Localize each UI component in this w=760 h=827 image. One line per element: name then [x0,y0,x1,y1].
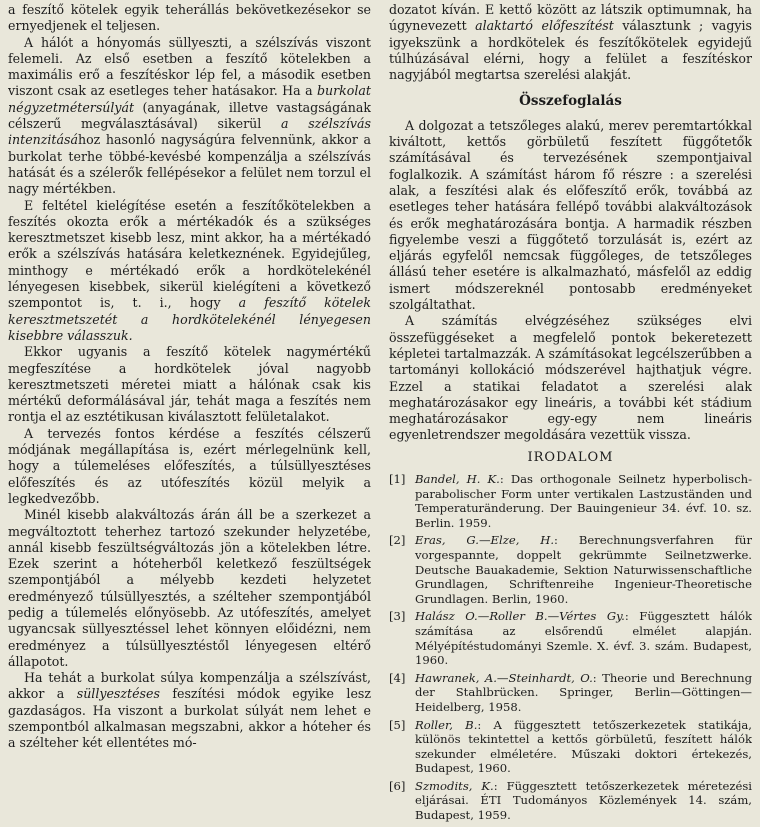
emphasis-text: alaktartó előfeszítést [475,18,614,34]
paragraph [8,344,371,425]
paragraph [8,507,371,670]
body-text: : Theorie und Berechnung der Stahlbrücken. Springer, Berlin—Göttingen—Heidelberg, 1958. [415,670,752,714]
body-text: : Berechnungsverfahren für vorgespannte, doppelt gekrümmte Seilnetzwerke. Deutsche Bauakademie, Sektion Naturwissenschaftliche Grundlagen, Schriftenreihe Ingenieur-Theoretische Grundlagen. Berlin, 1960. [415,533,752,606]
summary-body [389,118,752,444]
reference-item [389,671,752,715]
paragraph [389,118,752,314]
references-heading: IRODALOM [527,449,614,465]
emphasis-text: a szélszívás intenzitásá [8,116,371,148]
paragraph [8,426,371,507]
reference-number: [6] [389,778,406,793]
right-body [389,2,752,83]
reference-item [389,779,752,823]
left-body [8,2,371,752]
reference-number: [5] [389,717,406,732]
body-text: A dolgozat a tetszőleges alakú, merev peremtartókkal kiváltott, kettős görbületű feszített függőtetők számításával és tervezésének szempontjaival foglalkozik. A számítást három fő részre : a szerelési alak, a feszítési alak és előfeszítő erők, továbbá az esetleges teher hatására fellépő további alakváltozások és erők meghatározására bontja. A harmadik részben figyelembe veszi a függőtető torzulását is, ezért az eljárás egyfelől nemcsak függőleges, de tetszőleges állású teher esetére is alkalmazható, másfelől az eddig ismert módszereknél pontosabb eredményeket szolgáltathat. [389,117,752,313]
reference-text [415,779,752,823]
right-column [389,2,752,827]
paragraph [389,2,752,83]
references-list [389,472,752,823]
emphasis-text: Szmodits, K. [415,778,494,793]
reference-item [389,718,752,776]
body-text: A hálót a hónyomás süllyeszti, a szélszívás viszont felemeli. Az első esetben a feszítő kötelekben a maximális erő a feszítéskor lép fel, a második esetben viszont csak az esetleges teher hatásakor. Ha a [8,34,371,99]
reference-number: [3] [389,609,406,624]
emphasis-text: süllyesztéses [76,686,160,702]
body-text: A számítás elvégzéséhez szükséges elvi összefüggéseket a megfelelő pontok bekeretezett képletei tartalmazzák. A számításokat legcélszerűbben a tartományi kollokáció módszerével hajthatjuk végre. Ezzel a statikai feladatot a szerelési alak meghatározásakor egy lineáris, a további két stádium meghatározásakor egy-egy nem lineáris egyenletrendszer megoldására vezettük vissza. [389,313,752,443]
body-text: Ha tehát a burkolat súlya kompenzálja a szélszívást, akkor a [8,670,371,702]
body-text: A tervezés fontos kérdése a feszítés célszerű módjának megállapítása is, ezért mérlegelnünk kell, hogy a túlemeléses előfeszítés, a túlsüllyesztéses előfeszítés és az utófeszítés közül melyik a legkedvezőbb. [8,425,371,506]
reference-number: [1] [389,472,406,487]
paragraph [8,670,371,751]
emphasis-text: burkolat négyzetmétersúlyát [8,83,371,115]
emphasis-text: Eras, G.—Elze, H. [415,533,555,548]
paragraph [8,2,371,35]
body-text: : Das orthogonale Seilnetz hyperbolisch-parabolischer Form unter vertikalen Lastzuständen und Temperaturänderung. Der Bauingenieur 34. évf. 10. sz. Berlin. 1959. [415,472,752,530]
emphasis-text: a feszítő kötelek keresztmetszetét a hordkötelekénél lényegesen kisebbre válasszuk. [8,295,371,343]
emphasis-text: Bandel, H. K. [415,472,500,487]
paragraph [8,35,371,198]
body-text: Ekkor ugyanis a feszítő kötelek nagymértékű megfeszítése a hordkötelek jóval nagyobb keresztmetszeti méretei miatt a hálónak csak kis mértékű deformálásával jár, tehát maga a feszítés nem rontja el az esztétikusan kiválasztott felületalakot. [8,344,371,425]
reference-text [415,671,752,715]
emphasis-text: Hawranek, A.—Steinhardt, O. [415,670,593,685]
reference-item [389,609,752,667]
body-text: : Függesztett hálók számítása az elsőrendű elmélet alapján. Mélyépítéstudományi Szemle. X. évf. 3. szám. Budapest, 1960. [415,609,752,668]
body-text: a feszítő kötelek egyik teherállás bekövetkezésekor se ernyedjenek el teljesen. [8,2,371,34]
body-text: Minél kisebb alakváltozás árán áll be a szerkezet a megváltoztott teherhez tartozó szekunder helyzetébe, annál kisebb feszültségváltozás jön a kötelekben létre. Ezek szerint a hóteherből keletkező feszültségek szempontjából a mélyebb kezdeti helyzetet eredményező túlsüllyesztés, a szélteher szempontjából pedig a túlemelés előnyösebb. Az utófeszítés, amelyet ugyancsak süllyesztéssel lehet könnyen előidézni, nem eredményez a túlsüllyesztéstől lényegesen eltérő állapotot. [8,507,371,669]
reference-number: [2] [389,533,406,548]
reference-item [389,472,752,530]
emphasis-text: Halász O.—Roller B.—Vértes Gy. [415,609,625,624]
body-text: választunk ; vagyis igyekszünk a hordkötelek és feszítőkötelek egyidejű túlhúzásával elérni, hogy a felület a feszítéskor nagyjából megtartsa szerelési alakját. [389,18,752,83]
paragraph [8,198,371,345]
body-text: E feltétel kielégítése esetén a feszítőkötelekben a feszítés okozta erők a mértékadók és a szükséges keresztmetszet kisebb lesz, mint akkor, ha a mértékadó erők a szélszívás hatására keletkeznének. Egyidejűleg, minthogy e mértékadó erők a hordkötelekénél lényegesen kisebbek, sikerül kielégíteni a következő szempontot is, t. i., hogy [8,197,371,311]
reference-number: [4] [389,670,406,685]
reference-text [415,472,752,530]
reference-text [415,718,752,776]
reference-item [389,533,752,606]
reference-text [415,533,752,606]
body-text: dozatot kíván. E kettő között az látszik optimumnak, ha úgynevezett [389,2,752,34]
left-column [8,2,371,827]
body-text: (anyagának, illetve vastagságának célszerű megválasztásával) sikerül [8,99,371,132]
emphasis-text: Roller, B. [415,717,478,732]
body-text: hoz hasonló nagyságúra felvennünk, akkor a burkolat terhe többé-kevésbé kompenzálja a szélszívás hatását és a szélerők fellépésekor a felület nem torzul el nagy mértékben. [8,132,371,197]
reference-text [415,609,752,667]
body-text: : Függesztett tetőszerkezetek méretezési eljárásai. ÉTI Tudományos Közlemények 14. szám, Budapest, 1959. [415,778,752,823]
body-text: : A függesztett tetőszerkezetek statikája, különös tekintettel a kettős görbületű, feszített hálók szekunder elméletére. Műszaki doktori értekezés, Budapest, 1960. [415,717,752,776]
paragraph [389,313,752,443]
summary-heading: Összefoglalás [519,93,622,110]
body-text: feszítési módok egyike lesz gazdaságos. Ha viszont a burkolat súlyát nem lehet e szempontból alkalmasan megszabni, akkor a hóteher és a szélteher két ellentétes mó- [8,686,371,751]
